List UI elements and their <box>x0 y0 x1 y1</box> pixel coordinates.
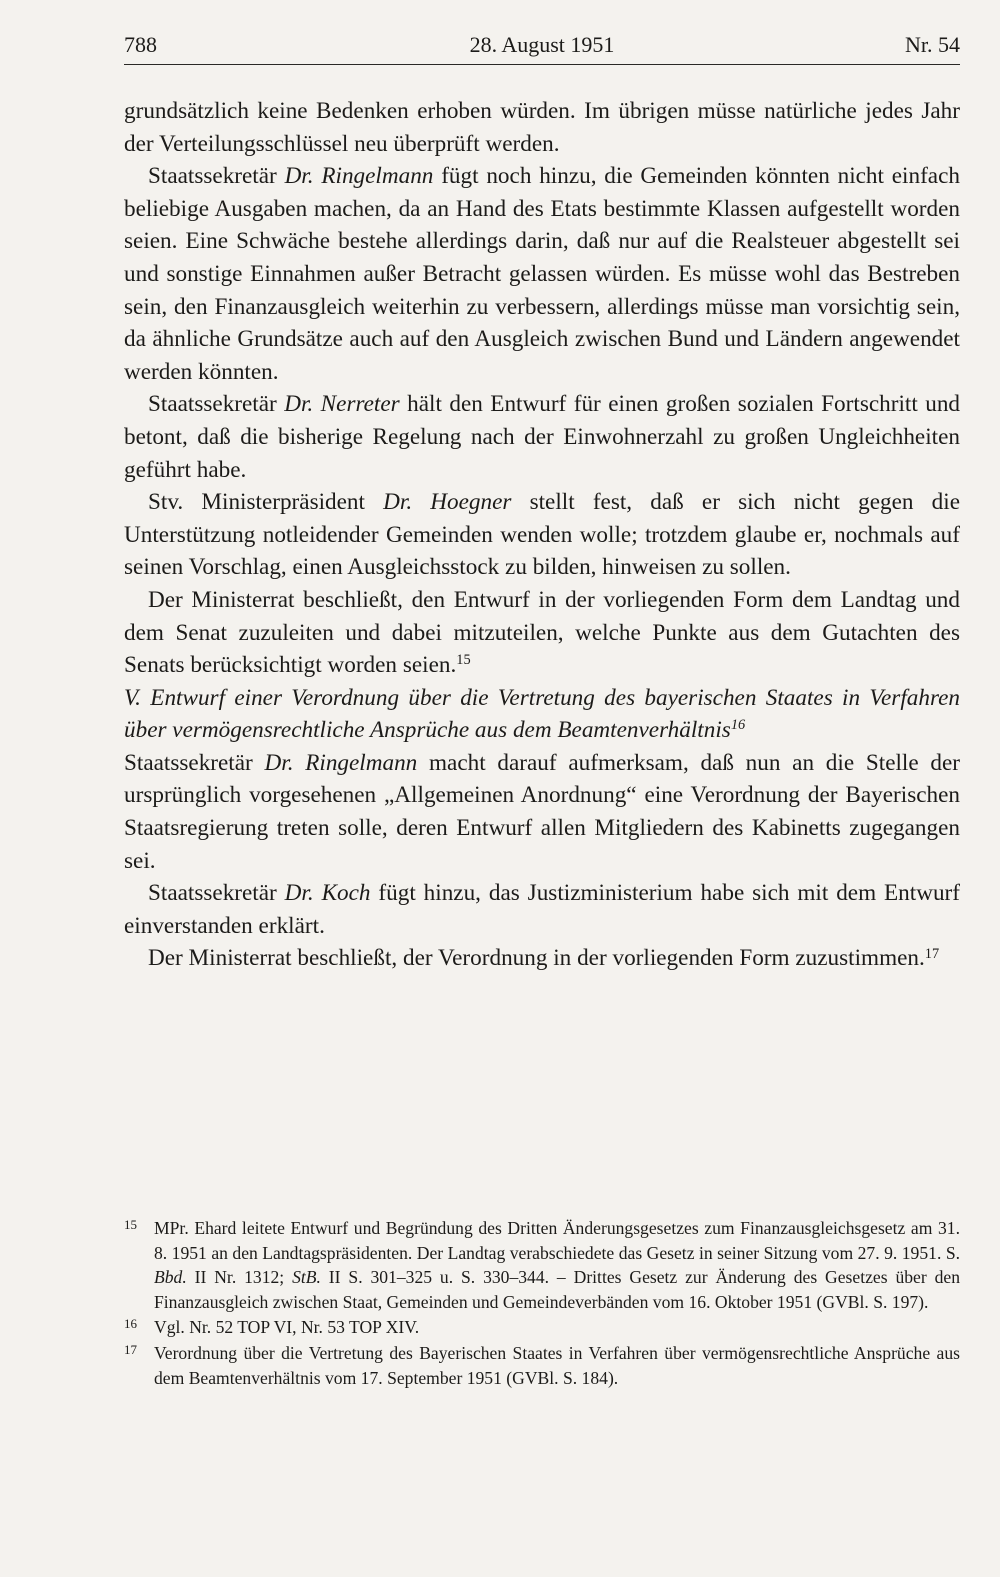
paragraph-text: fügt noch hinzu, die Gemeinden könnten nicht einfach beliebige Ausgaben machen, da an Hand des Etats bestimmte Klassen aufgestellt worden seien. Eine Schwäche bestehe allerdings darin, daß nur auf die Realsteuer abgestellt sei und sonstige Einnahmen außer Betracht gelassen würden. Es müsse wohl das Bestreben sein, den Finanzausgleich weiterhin zu verbessern, allerdings müsse man vorsichtig sein, da ähnliche Grundsätze auch auf den Ausgleich zwischen Bund und Ländern angewendet werden könnten. <box>124 163 960 385</box>
footnote-text: Verordnung über die Vertretung des Bayerischen Staates in Verfahren über vermögensrechtliche Ansprüche aus dem Beamtenverhältnis vom 17. September 1951 (GVBl. S. 184). <box>154 1342 960 1388</box>
paragraph-text: hält den Entwurf für einen großen sozialen Fortschritt und betont, daß die bisherige Regelung nach der Einwohnerzahl zu großen Ungleichheiten geführt habe. <box>124 391 961 483</box>
paragraph-text: Der Ministerrat beschließt, der Verordnung in der vorliegenden Form zuzustimmen. <box>148 945 925 972</box>
paragraph: grundsätzlich keine Bedenken erhoben würden. Im übrigen müsse natürliche jedes Jahr der Verteilungsschlüssel neu überprüft werden. <box>124 98 960 157</box>
footnote-text: MPr. Ehard leitete Entwurf und Begründung des Dritten Änderungsgesetzes zum Finanzausgleichsgesetz am 31. 8. 1951 an den Landtagspräsidenten. Der Landtag verabschiedete das Gesetz in seiner Sitzung vom 27. 9. 1951. S. <box>154 1218 960 1263</box>
footnote-16 <box>124 1315 960 1340</box>
footnote-text: Vgl. Nr. 52 TOP VI, Nr. 53 TOP XIV. <box>154 1317 420 1338</box>
footnotes <box>124 1216 960 1391</box>
footnote-number: 16 <box>124 1316 137 1332</box>
paragraph <box>124 747 960 877</box>
header-date: 28. August 1951 <box>469 32 615 57</box>
topic-text: V. Entwurf einer Verordnung über die Vertretung des bayerischen Staates in Verfahren über vermögensrechtliche Ansprüche aus dem Beamtenverhältnis <box>124 684 960 744</box>
footnote-15 <box>124 1216 960 1314</box>
footnote-17 <box>124 1341 960 1390</box>
footnote-abbrev: StB. <box>292 1267 321 1288</box>
footnote-text: II S. 301–325 u. S. 330–344. – Drittes Gesetz zur Änderung des Gesetzes über den Finanzausgleich zwischen Staat, Gemeinden und Gemeindeverbänden vom 16. Oktober 1951 (GVBl. S. 197). <box>154 1267 960 1312</box>
footnote-ref-15[interactable]: 15 <box>456 652 471 669</box>
speaker-name: Dr. Hoegner <box>383 489 512 516</box>
paragraph <box>124 942 960 975</box>
footnote-ref-17[interactable]: 17 <box>924 945 940 962</box>
speaker-role: Staatssekretär <box>148 163 285 190</box>
footnote-number: 15 <box>124 1217 137 1232</box>
paragraph-text: Der Ministerrat beschließt, den Entwurf in der vorliegenden Form dem Landtag und dem Senat zuzuleiten und dabei mitzuteilen, welche Punkte aus dem Gutachten des Senats berücksichtigt worden seien. <box>124 586 960 679</box>
speaker-role: Stv. Ministerpräsident <box>148 489 384 516</box>
speaker-name: Dr. Ringelmann <box>264 749 418 776</box>
body-text <box>124 95 960 975</box>
paragraph-text: macht darauf aufmerksam, daß nun an die Stelle der ursprünglich vorgesehenen „Allgemeinen Anordnung“ eine Verordnung der Bayerischen Staatsregierung treten solle, deren Entwurf allen Mitgliedern des Kabinetts zugegangen sei. <box>124 749 960 874</box>
footnote-text: II Nr. 1312; <box>186 1267 293 1288</box>
paragraph-text: fügt hinzu, das Justizministerium habe sich mit dem Entwurf einverstanden erklärt. <box>124 880 960 939</box>
footnote-abbrev: Bbd. <box>154 1267 187 1288</box>
speaker-name: Dr. Nerreter <box>284 391 400 418</box>
agenda-topic-heading <box>124 682 960 747</box>
page-number: 788 <box>124 32 157 57</box>
speaker-name: Dr. Ringelmann <box>284 163 434 190</box>
page <box>124 30 960 975</box>
speaker-role: Staatssekretär <box>124 749 265 776</box>
paragraph <box>124 877 960 942</box>
issue-number: Nr. 54 <box>905 32 960 57</box>
paragraph <box>124 584 960 682</box>
running-header <box>124 30 960 65</box>
speaker-role: Staatssekretär <box>148 391 285 418</box>
footnote-number: 17 <box>124 1341 137 1357</box>
speaker-role: Staatssekretär <box>148 880 285 907</box>
paragraph <box>124 388 960 486</box>
paragraph-text: stellt fest, daß er sich nicht gegen die Unterstützung notleidender Gemeinden wenden wolle; trotzdem glaube er, nochmals auf seinen Vorschlag, einen Ausgleichsstock zu bilden, hinweisen zu sollen. <box>124 489 960 581</box>
speaker-name: Dr. Koch <box>284 880 371 907</box>
footnote-ref-16[interactable]: 16 <box>730 717 746 734</box>
paragraph <box>124 160 960 388</box>
paragraph <box>124 486 960 584</box>
